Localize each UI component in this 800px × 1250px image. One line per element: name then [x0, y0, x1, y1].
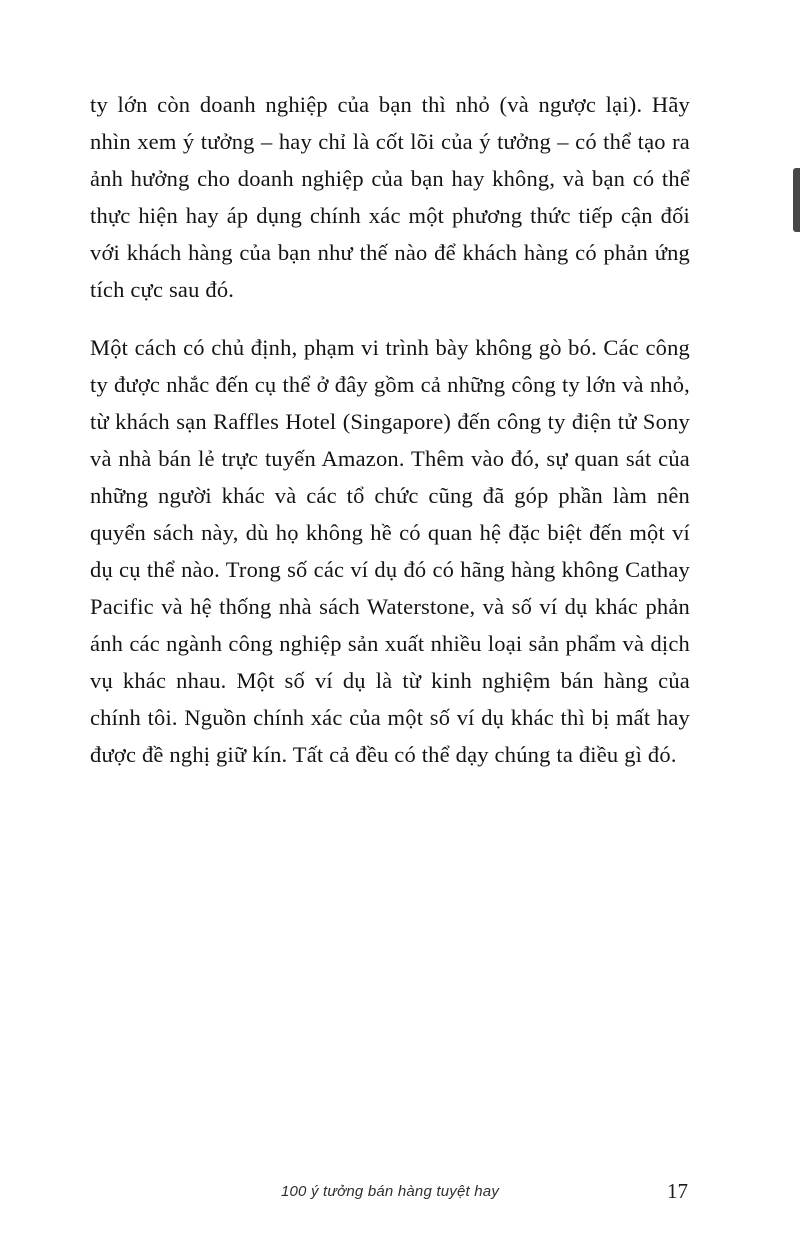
footer-page-number: 17 — [667, 1179, 688, 1203]
page-footer — [90, 1179, 690, 1213]
scan-artifact-mark — [793, 168, 800, 232]
paragraph: Một cách có chủ định, phạm vi trình bày không gò bó. Các công ty được nhắc đến cụ thể ở đây gồm cả những công ty lớn và nhỏ, từ khách sạn Raffles Hotel (Singapore) đến công ty điện tử Sony và nhà bán lẻ trực tuyến Amazon. Thêm vào đó, sự quan sát của những người khác và các tổ chức cũng đã góp phần làm nên quyển sách này, dù họ không hề có quan hệ đặc biệt đến một ví dụ cụ thể nào. Trong số các ví dụ đó có hãng hàng không Cathay Pacific và hệ thống nhà sách Waterstone, và số ví dụ khác phản ánh các ngành công nghiệp sản xuất nhiều loại sản phẩm và dịch vụ khác nhau. Một số ví dụ là từ kinh nghiệm bán hàng của chính tôi. Nguồn chính xác của một số ví dụ khác thì bị mất hay được đề nghị giữ kín. Tất cả đều có thể dạy chúng ta điều gì đó. — [90, 335, 690, 767]
page-body-text — [90, 86, 690, 794]
paragraph: ty lớn còn doanh nghiệp của bạn thì nhỏ (và ngược lại). Hãy nhìn xem ý tưởng – hay chỉ là cốt lõi của ý tưởng – có thể tạo ra ảnh hưởng cho doanh nghiệp của bạn hay không, và bạn có thể thực hiện hay áp dụng chính xác một phương thức tiếp cận đối với khách hàng của bạn như thế nào để khách hàng có phản ứng tích cực sau đó. — [90, 92, 690, 302]
footer-book-title: 100 ý tưởng bán hàng tuyệt hay — [280, 1183, 500, 1200]
